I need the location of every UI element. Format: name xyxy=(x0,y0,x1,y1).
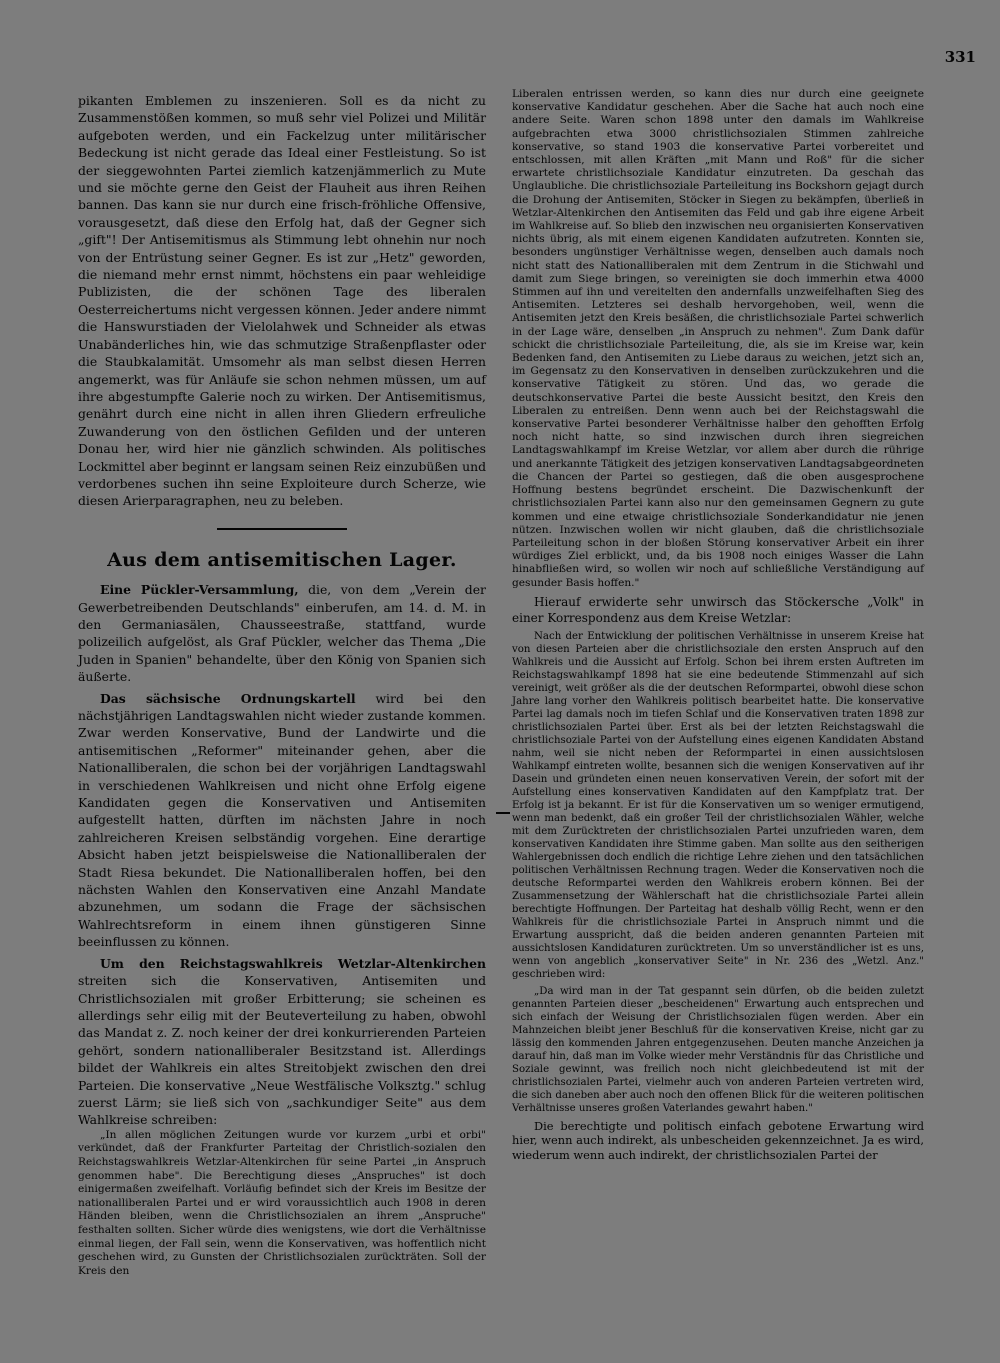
article-wetzlar xyxy=(78,955,486,1129)
section-heading: Aus dem antisemitischen Lager. xyxy=(107,548,457,571)
article-pueckler xyxy=(78,581,486,685)
right-paragraph-2: Hierauf erwiderte sehr unwirsch das Stöckersche „Volk" in einer Korrespondenz aus dem Kreise Wetzlar: xyxy=(512,594,924,625)
article-ordnungskartell-text: wird bei den nächstjährigen Landtagswahlen nicht wieder zustande kommen. Zwar werden Konservative, Bund der Landwirte und die antisemitischen „Reformer" miteinander gehen, aber die Nationalliberalen, die schon bei der vorjährigen Landtagswahl in verschiedenen Wahlkreisen und nicht ohne Erfolg eigene Kandidaten gegen die Konservativen und Antisemiten aufgestellt hatten, dürften im nächsten Jahre in noch zahlreicheren Kreisen selbständig vorgehen. Eine derartige Absicht haben jetzt beispielsweise die Nationalliberalen der Stadt Riesa bekundet. Die Nationalliberalen hoffen, bei den nächsten Wahlen den Konservativen eine Anzahl Mandate abzunehmen, um sodann die Frage der sächsischen Wahlrechtsreform in einem ihnen günstigeren Sinne beeinflussen zu können. xyxy=(78,690,486,950)
right-paragraph-3: Die berechtigte und politisch einfach gebotene Erwartung wird hier, wenn auch indirekt, als unbescheiden gekennzeichnet. Ja es wird, wiederum wenn auch indirekt, der christlichsozialen Partei der xyxy=(512,1118,924,1162)
left-paragraph-1: pikanten Emblemen zu inszenieren. Soll es da nicht zu Zusammenstößen kommen, so muß sehr viel Polizei und Militär aufgeboten werden, und ein Fackelzug unter militärischer Bedeckung ist nicht gerade das Ideal einer Festleistung. So ist der sieggewohnten Partei ziemlich katzenjämmerlich zu Mute und sie möchte gerne den Geist der Flauheit aus ihren Reihen bannen. Das kann sie nur durch eine frisch-fröhliche Offensive, vorausgesetzt, daß diese den Erfolg hat, daß der Gegner sich „gift"! Der Antisemitismus als Stimmung lebt ohnehin nur noch von der Entrüstung seiner Gegner. Es ist zur „Hetz" geworden, die niemand mehr ernst nimmt, höchstens ein paar wehleidige Publizisten, die der schönen Tage des liberalen Oesterreichertums nicht vergessen können. Jeder andere nimmt die Hanswurstiaden der Vielolahwek und Schneider als etwas Unabänderliches hin, wie das schmutzige Straßenpflaster oder die Staubkalamität. Umsomehr als man selbst diesen Herren angemerkt, was für Anläufe sie schon nehmen müssen, um auf ihre abgestumpfte Galerie noch zu wirken. Der Antisemitismus, genährt durch eine nicht in allen ihren Gliedern erfreuliche Zuwanderung von den östlichen Gefilden und der unteren Donau her, wird hier nie gänzlich schwinden. Als politisches Lockmittel aber beginnt er langsam seinen Reiz einzubüßen und verdorbenes suchen ihn seine Exploiteure durch Scherze, wie diesen Arierparagraphen, neu zu beleben. xyxy=(78,93,486,509)
article-pueckler-title: Eine Pückler-Versammlung, xyxy=(100,582,299,598)
quote-wetzl-anz: „Da wird man in der Tat gespannt sein dürfen, ob die beiden zuletzt genannten Parteien dieser „bescheidenen" Erwartung auch entsprechen und sich einfach der Weisung der Christlichsozialen fügen werden. Aber ein Mahnzeichen bleibt jener Beschluß für die konservativen Kreise, nicht gar zu lässig den kommenden Jahren entgegenzusehen. Deuten manche Anzeichen ja darauf hin, daß man im Volke wieder mehr Verständnis für das Christliche und Soziale gewinnt, was freilich noch nicht gleichbedeutend ist mit der christlichsozialen Partei, vielmehr auch von anderen Parteien vertreten wird, die sich daneben aber auch noch den offenen Blick für die weiteren politischen Verhältnisse unseres großen Vaterlandes gewahrt haben." xyxy=(512,985,924,1114)
margin-mark xyxy=(496,812,510,814)
right-column xyxy=(512,88,924,1162)
article-wetzlar-title: Um den Reichstagswahlkreis Wetzlar-Altenkirchen xyxy=(100,955,486,971)
quote-volk: Nach der Entwicklung der politischen Verhältnisse in unserem Kreise hat von diesen Parteien aber die christlichsoziale den ersten Anspruch auf den Wahlkreis und die Aussicht auf Erfolg. Schon bei ihrem ersten Auftreten im Reichstagswahlkampf 1898 hat sie eine bedeutende Stimmenzahl auf sich vereinigt, weit größer als die der deutschen Reformpartei, obwohl diese schon Jahre lang vorher den Wahlkreis politisch bearbeitet hatte. Die konservative Partei lag damals noch im tiefen Schlaf und die Konservativen traten 1898 zur christlichsozialen Partei über. Erst als bei der letzten Reichstagswahl die christlichsoziale Partei von der Aufstellung eines eigenen Kandidaten Abstand nahm, weil sie nicht neben der Reformpartei in einen aussichtslosen Wahlkampf eintreten wollte, besannen sich die wenigen Konservativen auf ihr Dasein und gründeten einen neuen konservativen Verein, der sofort mit der Aufstellung eines konservativen Kandidaten auf den Kampfplatz trat. Der Erfolg ist ja bekannt. Er ist für die Konservativen um so weniger ermutigend, wenn man bedenkt, daß ein großer Teil der christlichsozialen Wähler, welche mit dem Zurücktreten der christlichsozialen Partei unzufrieden waren, dem konservativen Kandidaten ihre Stimme gaben. Man sollte aus den seitherigen Wahlergebnissen doch endlich die richtige Lehre ziehen und den tatsächlichen politischen Verhältnissen Rechnung tragen. Weder die Konservativen noch die deutsche Reformpartei werden den Wahlkreis erobern können. Bei der Zusammensetzung der Wählerschaft hat die christlichsoziale Partei allein berechtigte Hoffnungen. Der Parteitag hat deshalb völlig Recht, wenn er den Wahlkreis für die christlichsoziale Partei in Anspruch nimmt und die Erwartung ausspricht, daß die beiden anderen genannten Parteien mit aussichtslosen Kandidaturen zurücktreten. Um so unverständlicher ist es uns, wenn von angeblich „konservativer Seite" in Nr. 236 des „Wetzl. Anz." geschrieben wird: xyxy=(512,630,924,980)
page-number: 331 xyxy=(944,48,976,66)
section-divider xyxy=(217,528,347,530)
article-ordnungskartell xyxy=(78,690,486,951)
article-wetzlar-text: streiten sich die Konservativen, Antisemiten und Christlichsozialen mit großer Erbitterung; sie scheinen es allerdings sehr eilig mit der Beuteverteilung zu haben, obwohl das Mandat z. Z. noch keiner der drei konkurrierenden Parteien gehört, sondern nationalliberaler Besitzstand ist. Allerdings bildet der Wahlkreis ein altes Streitobjekt zwischen den drei Parteien. Die konservative „Neue Westfälische Volksztg." schlug zuerst Lärm; sie ließ sich von „sachkundiger Seite" aus dem Wahlkreise schreiben: xyxy=(78,973,486,1128)
left-column xyxy=(78,92,486,1278)
quote-wetzlar: „In allen möglichen Zeitungen wurde vor kurzem „urbi et orbi" verkündet, daß der Frankfurter Parteitag der Christlich-sozialen den Reichstagswahlkreis Wetzlar-Altenkirchen für seine Partei „in Anspruch genommen habe". Die Berechtigung dieses „Anspruches" ist doch einigermaßen zweifelhaft. Vorläufig befindet sich der Kreis im Besitze der nationalliberalen Partei und er wird voraussichtlich auch 1908 in deren Händen bleiben, wenn die Christlichsozialen an ihrem „Anspruche" festhalten sollten. Sicher würde dies wenigstens, wie dort die Verhältnisse einmal liegen, der Fall sein, wenn die Konservativen, was hoffentlich nicht geschehen wird, zu Gunsten der Christlichsozialen zurückträten. Soll der Kreis den xyxy=(78,1128,486,1277)
article-ordnungskartell-title: Das sächsische Ordnungskartell xyxy=(100,690,356,706)
article-pueckler-text: die, von dem „Verein der Gewerbetreibenden Deutschlands" einberufen, am 14. d. M. in den Germaniasälen, Chausseestraße, stattfand, wurde polizeilich aufgelöst, als Graf Pückler, welcher das Thema „Die Juden in Spanien" behandelte, über den König von Spanien sich äußerte. xyxy=(78,582,486,685)
right-paragraph-1: Liberalen entrissen werden, so kann dies nur durch eine geeignete konservative Kandidatur geschehen. Aber die Sache hat auch noch eine andere Seite. Waren schon 1898 unter den damals im Wahlkreise aufgebrachten etwa 3000 christlichsozialen Stimmen zahlreiche konservative, so stand 1903 die konservative Partei vorbereitet und entschlossen, mit allen Kräften „mit Mann und Roß" für die sicher erwartete christlichsoziale Kandidatur einzutreten. Da geschah das Unglaubliche. Die christlichsoziale Parteileitung ins Bockshorn gejagt durch die Drohung der Antisemiten, Stöcker in Siegen zu bekämpfen, überließ in Wetzlar-Altenkirchen den Antisemiten das Feld und gab ihre eigene Arbeit im Wahlkreise auf. So blieb den inzwischen neu organisierten Konservativen nichts übrig, als mit einem eigenen Kandidaten aufzutreten. Konnten sie, besonders ungünstiger Verhältnisse wegen, denselben auch damals noch nicht statt des Nationalliberalen mit dem Zentrum in die Stichwahl und damit zum Siege bringen, so vereinigten sie doch immerhin etwa 4000 Stimmen auf ihn und vereitelten den andernfalls unzweifelhaften Sieg des Antisemiten. Letzteres sei deshalb hervorgehoben, weil, wenn die Antisemiten jetzt den Kreis besäßen, die christlichsoziale Partei schwerlich in der Lage wäre, denselben „in Anspruch zu nehmen". Zum Dank dafür schickt die christlichsoziale Parteileitung, die, als sie im Kreise war, kein Bedenken fand, den Antisemiten zu Liebe daraus zu weichen, jetzt sich an, im Gegensatz zu den Konservativen in denselben zurückzukehren und die konservative Tätigkeit zu stören. Und das, wo gerade die deutschkonservative Partei die beste Aussicht besitzt, den Kreis den Liberalen zu entreißen. Denn wenn auch bei der Reichstagswahl die konservative Partei besonderer Verhältnisse halber den gehofften Erfolg noch nicht hatte, so sind inzwischen durch ihren siegreichen Landtagswahlkampf im Kreise Wetzlar, vor allem aber durch die rührige und anerkannte Tätigkeit des jetzigen konservativen Landtagsabgeordneten die Chancen der Partei so gestiegen, daß die oben ausgesprochene Hoffnung bestens begründet erscheint. Die Dazwischenkunft der christlichsozialen Partei kann also nur den gemeinsamen Gegnern zu gute kommen und eine etwaige christlichsoziale Sonderkandidatur nie jenen nützen. Inzwischen wollen wir nicht glauben, daß die christlichsoziale Parteileitung schon in der bloßen Störung konservativer Arbeit ein ihrer würdiges Ziel erblickt, und, da bis 1908 noch einiges Wasser die Lahn hinabfließen wird, so wollen wir noch auf schließliche Verständigung auf gesunder Basis hoffen." xyxy=(512,88,924,589)
